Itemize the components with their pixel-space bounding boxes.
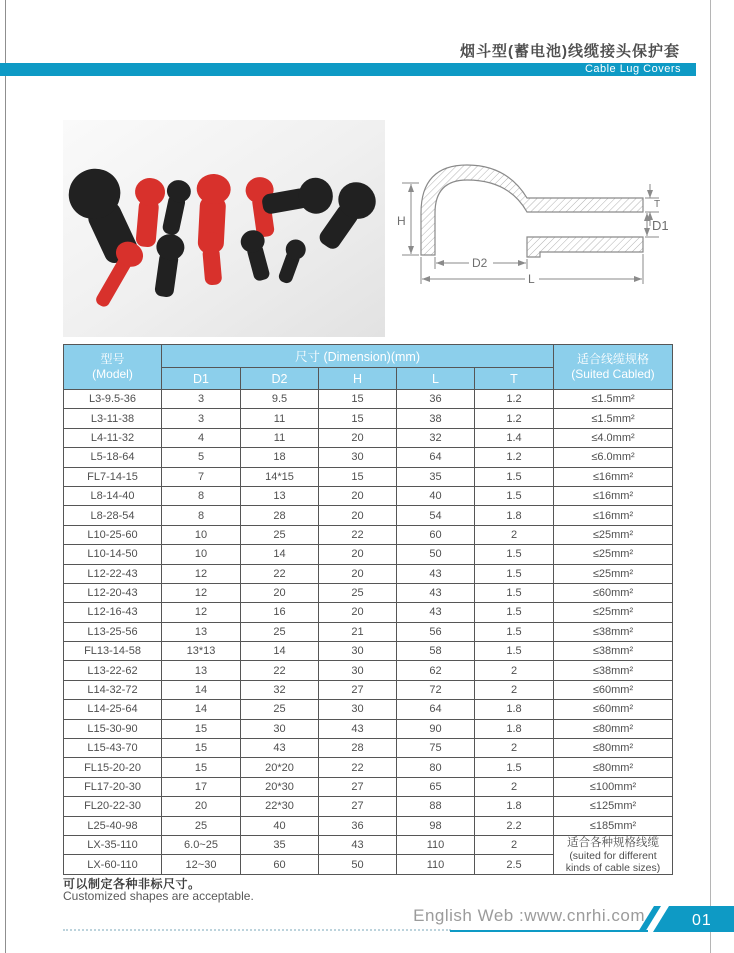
- cell-model: L14-32-72: [64, 680, 162, 699]
- cell-value: 32: [241, 680, 319, 699]
- table-row: [64, 661, 673, 680]
- cell-value: 15: [319, 467, 397, 486]
- cell-value: 1.8: [475, 506, 554, 525]
- cell-value: 22: [241, 661, 319, 680]
- cell-value: 1.5: [475, 564, 554, 583]
- cell-model: FL13-14-58: [64, 642, 162, 661]
- cell-suited-merged: 适合各种规格线缆 (suited for different kinds of cable sizes): [554, 835, 673, 874]
- cell-value: 1.5: [475, 758, 554, 777]
- cell-value: 1.2: [475, 448, 554, 467]
- header-l: L: [397, 368, 475, 390]
- cell-value: 11: [241, 409, 319, 428]
- cell-value: 18: [241, 448, 319, 467]
- cell-model: L12-22-43: [64, 564, 162, 583]
- cell-value: 30: [319, 448, 397, 467]
- cell-model: L13-22-62: [64, 661, 162, 680]
- cell-value: 14: [241, 642, 319, 661]
- cell-value: 10: [162, 545, 241, 564]
- cell-model: L14-25-64: [64, 700, 162, 719]
- diagram-body-lower: [527, 237, 643, 257]
- header-dimension: 尺寸 (Dimension)(mm): [162, 345, 554, 368]
- diagram-label-h: H: [397, 214, 406, 228]
- table-row: [64, 448, 673, 467]
- table-row: [64, 719, 673, 738]
- cell-model: LX-60-110: [64, 855, 162, 875]
- table-row: [64, 797, 673, 816]
- cell-value: 14: [241, 545, 319, 564]
- cell-value: ≤60mm²: [554, 700, 673, 719]
- cell-model: L12-16-43: [64, 603, 162, 622]
- cell-value: 1.5: [475, 603, 554, 622]
- cell-value: 15: [319, 390, 397, 409]
- cell-value: ≤38mm²: [554, 642, 673, 661]
- cell-value: 110: [397, 855, 475, 875]
- cell-value: 32: [397, 428, 475, 447]
- cell-value: 88: [397, 797, 475, 816]
- cell-value: 4: [162, 428, 241, 447]
- cell-value: 9.5: [241, 390, 319, 409]
- cell-value: 2: [475, 777, 554, 796]
- table-row: [64, 390, 673, 409]
- table-row: [64, 467, 673, 486]
- header-model-cn: 型号: [100, 352, 125, 366]
- table-row: [64, 816, 673, 835]
- cell-value: 1.5: [475, 583, 554, 602]
- cell-model: L15-43-70: [64, 739, 162, 758]
- cell-value: 50: [397, 545, 475, 564]
- cell-value: ≤4.0mm²: [554, 428, 673, 447]
- cell-model: LX-35-110: [64, 835, 162, 855]
- cell-value: ≤100mm²: [554, 777, 673, 796]
- page-title-english: Cable Lug Covers: [584, 63, 681, 75]
- cell-model: L3-11-38: [64, 409, 162, 428]
- table-row: [64, 777, 673, 796]
- table-row: [64, 583, 673, 602]
- cell-value: ≤80mm²: [554, 758, 673, 777]
- table-row: [64, 545, 673, 564]
- page-margin-line-left: [5, 0, 6, 953]
- cell-value: ≤38mm²: [554, 661, 673, 680]
- cell-value: 28: [319, 739, 397, 758]
- cell-value: 35: [241, 835, 319, 855]
- page-number: 01: [692, 912, 712, 929]
- cell-value: ≤38mm²: [554, 622, 673, 641]
- cell-value: 2: [475, 525, 554, 544]
- spec-table: [63, 344, 673, 875]
- cell-value: 27: [319, 777, 397, 796]
- cell-value: 64: [397, 700, 475, 719]
- table-row: [64, 700, 673, 719]
- cell-value: 11: [241, 428, 319, 447]
- header-d1: D1: [162, 368, 241, 390]
- cell-value: 110: [397, 835, 475, 855]
- header-suited-cn: 适合线缆规格: [576, 352, 649, 366]
- cell-value: 7: [162, 467, 241, 486]
- cell-value: 43: [319, 719, 397, 738]
- cell-value: 75: [397, 739, 475, 758]
- cell-value: 1.8: [475, 797, 554, 816]
- cell-model: L25-40-98: [64, 816, 162, 835]
- cell-value: 12: [162, 583, 241, 602]
- cell-value: ≤60mm²: [554, 680, 673, 699]
- cell-value: 35: [397, 467, 475, 486]
- cell-value: 25: [162, 816, 241, 835]
- cell-model: L12-20-43: [64, 583, 162, 602]
- cell-value: 30: [319, 661, 397, 680]
- header-t: T: [475, 368, 554, 390]
- cell-model: L4-11-32: [64, 428, 162, 447]
- cell-value: ≤185mm²: [554, 816, 673, 835]
- cell-value: 6.0~25: [162, 835, 241, 855]
- cell-value: 21: [319, 622, 397, 641]
- cell-value: 3: [162, 409, 241, 428]
- cell-value: 20: [319, 486, 397, 505]
- cell-value: 58: [397, 642, 475, 661]
- cell-value: 14: [162, 680, 241, 699]
- cell-model: L8-28-54: [64, 506, 162, 525]
- table-row: [64, 642, 673, 661]
- page-margin-line-right: [710, 0, 711, 953]
- table-row: [64, 506, 673, 525]
- cell-value: 22*30: [241, 797, 319, 816]
- table-row: [64, 603, 673, 622]
- cell-value: 40: [397, 486, 475, 505]
- cell-value: 1.5: [475, 467, 554, 486]
- cell-value: 15: [162, 739, 241, 758]
- cell-model: L3-9.5-36: [64, 390, 162, 409]
- cell-value: 64: [397, 448, 475, 467]
- cell-value: 72: [397, 680, 475, 699]
- diagram-label-d2: D2: [472, 256, 488, 270]
- cell-value: 25: [319, 583, 397, 602]
- cell-value: ≤80mm²: [554, 739, 673, 758]
- cell-value: 13: [162, 661, 241, 680]
- cell-value: ≤25mm²: [554, 525, 673, 544]
- cell-value: ≤16mm²: [554, 467, 673, 486]
- cell-value: 2: [475, 739, 554, 758]
- note-chinese: 可以制定各种非标尺寸。: [63, 877, 201, 891]
- cell-value: 65: [397, 777, 475, 796]
- cell-value: 60: [397, 525, 475, 544]
- cell-value: 1.2: [475, 409, 554, 428]
- cell-model: FL7-14-15: [64, 467, 162, 486]
- diagram-label-t: T: [654, 199, 661, 210]
- cell-value: 25: [241, 525, 319, 544]
- note-english: Customized shapes are acceptable.: [63, 889, 254, 903]
- cell-value: 14*15: [241, 467, 319, 486]
- cell-value: 80: [397, 758, 475, 777]
- table-row: [64, 835, 673, 855]
- diagram-label-l: L: [528, 272, 535, 286]
- cell-value: 43: [397, 564, 475, 583]
- cell-value: 20: [319, 506, 397, 525]
- cell-value: 1.5: [475, 545, 554, 564]
- cell-value: ≤16mm²: [554, 486, 673, 505]
- cell-value: 98: [397, 816, 475, 835]
- table-row: [64, 680, 673, 699]
- cell-value: 43: [397, 583, 475, 602]
- cell-value: 1.5: [475, 486, 554, 505]
- cell-value: 22: [319, 525, 397, 544]
- header-d2: D2: [241, 368, 319, 390]
- cell-value: 3: [162, 390, 241, 409]
- header-model-en: (Model): [92, 367, 133, 381]
- footer-page-badge: [440, 898, 734, 942]
- cell-value: 90: [397, 719, 475, 738]
- cell-value: 36: [319, 816, 397, 835]
- cell-value: ≤1.5mm²: [554, 409, 673, 428]
- cell-value: ≤25mm²: [554, 545, 673, 564]
- cell-model: L15-30-90: [64, 719, 162, 738]
- cell-value: ≤16mm²: [554, 506, 673, 525]
- cell-value: 60: [241, 855, 319, 875]
- cell-value: 22: [241, 564, 319, 583]
- cell-value: 25: [241, 622, 319, 641]
- cell-value: 28: [241, 506, 319, 525]
- table-row: [64, 739, 673, 758]
- cell-value: 20: [319, 545, 397, 564]
- cell-value: 20: [162, 797, 241, 816]
- footer-website: English Web :www.cnrhi.com: [413, 906, 645, 925]
- table-row: [64, 622, 673, 641]
- cell-value: 17: [162, 777, 241, 796]
- cell-value: ≤60mm²: [554, 583, 673, 602]
- cell-value: 2: [475, 835, 554, 855]
- cell-value: 2: [475, 661, 554, 680]
- cell-value: ≤6.0mm²: [554, 448, 673, 467]
- cell-value: 20*20: [241, 758, 319, 777]
- cell-value: 27: [319, 797, 397, 816]
- cell-value: 1.4: [475, 428, 554, 447]
- cell-value: 25: [241, 700, 319, 719]
- cell-value: 14: [162, 700, 241, 719]
- cell-value: 20: [319, 603, 397, 622]
- cell-value: 56: [397, 622, 475, 641]
- cell-value: 36: [397, 390, 475, 409]
- cell-model: FL20-22-30: [64, 797, 162, 816]
- cell-value: 12: [162, 603, 241, 622]
- cell-value: 1.5: [475, 642, 554, 661]
- table-header-row-1: [64, 345, 673, 368]
- cell-value: 27: [319, 680, 397, 699]
- cell-value: 20: [319, 564, 397, 583]
- cell-value: 20: [241, 583, 319, 602]
- cell-value: 15: [319, 409, 397, 428]
- cell-value: 2.5: [475, 855, 554, 875]
- cell-value: 2: [475, 680, 554, 699]
- cell-model: L10-25-60: [64, 525, 162, 544]
- cell-value: ≤125mm²: [554, 797, 673, 816]
- header-suited: [554, 345, 673, 390]
- cell-value: 22: [319, 758, 397, 777]
- cell-value: 30: [319, 642, 397, 661]
- table-row: [64, 409, 673, 428]
- product-photo: [63, 120, 385, 337]
- cell-value: 62: [397, 661, 475, 680]
- cell-value: ≤25mm²: [554, 564, 673, 583]
- cell-value: 1.8: [475, 700, 554, 719]
- cell-value: 15: [162, 719, 241, 738]
- table-row: [64, 486, 673, 505]
- cell-value: 40: [241, 816, 319, 835]
- cell-value: 16: [241, 603, 319, 622]
- spec-table-body: [64, 390, 673, 875]
- cell-value: 13: [241, 486, 319, 505]
- cell-model: FL15-20-20: [64, 758, 162, 777]
- cell-value: 13: [162, 622, 241, 641]
- table-row: [64, 428, 673, 447]
- cell-value: 43: [241, 739, 319, 758]
- cell-model: L13-25-56: [64, 622, 162, 641]
- cell-model: L10-14-50: [64, 545, 162, 564]
- cell-value: 5: [162, 448, 241, 467]
- cell-value: 1.5: [475, 622, 554, 641]
- header-suited-en: (Suited Cabled): [571, 367, 655, 381]
- cell-value: 20*30: [241, 777, 319, 796]
- cell-value: 15: [162, 758, 241, 777]
- cell-value: 50: [319, 855, 397, 875]
- cell-value: 1.8: [475, 719, 554, 738]
- diagram-label-d1: D1: [652, 218, 669, 233]
- cell-value: ≤80mm²: [554, 719, 673, 738]
- page-title-chinese: 烟斗型(蓄电池)线缆接头保护套: [460, 43, 680, 60]
- cell-value: 30: [241, 719, 319, 738]
- cell-value: 2.2: [475, 816, 554, 835]
- dimension-diagram: [395, 128, 685, 288]
- header-h: H: [319, 368, 397, 390]
- cell-value: 12~30: [162, 855, 241, 875]
- cell-value: 20: [319, 428, 397, 447]
- cell-value: 1.2: [475, 390, 554, 409]
- footer-dotted-line: [63, 929, 451, 931]
- cell-model: FL17-20-30: [64, 777, 162, 796]
- cell-value: 38: [397, 409, 475, 428]
- cell-value: 8: [162, 506, 241, 525]
- cell-value: 43: [397, 603, 475, 622]
- cell-value: ≤1.5mm²: [554, 390, 673, 409]
- table-row: [64, 564, 673, 583]
- cell-value: 10: [162, 525, 241, 544]
- table-row: [64, 525, 673, 544]
- header-model: [64, 345, 162, 390]
- cell-value: 54: [397, 506, 475, 525]
- cell-value: 12: [162, 564, 241, 583]
- cell-value: 43: [319, 835, 397, 855]
- table-row: [64, 758, 673, 777]
- cell-value: ≤25mm²: [554, 603, 673, 622]
- cell-value: 30: [319, 700, 397, 719]
- cell-value: 13*13: [162, 642, 241, 661]
- cell-value: 8: [162, 486, 241, 505]
- cell-model: L8-14-40: [64, 486, 162, 505]
- section-header-bar: [0, 63, 696, 76]
- cell-model: L5-18-64: [64, 448, 162, 467]
